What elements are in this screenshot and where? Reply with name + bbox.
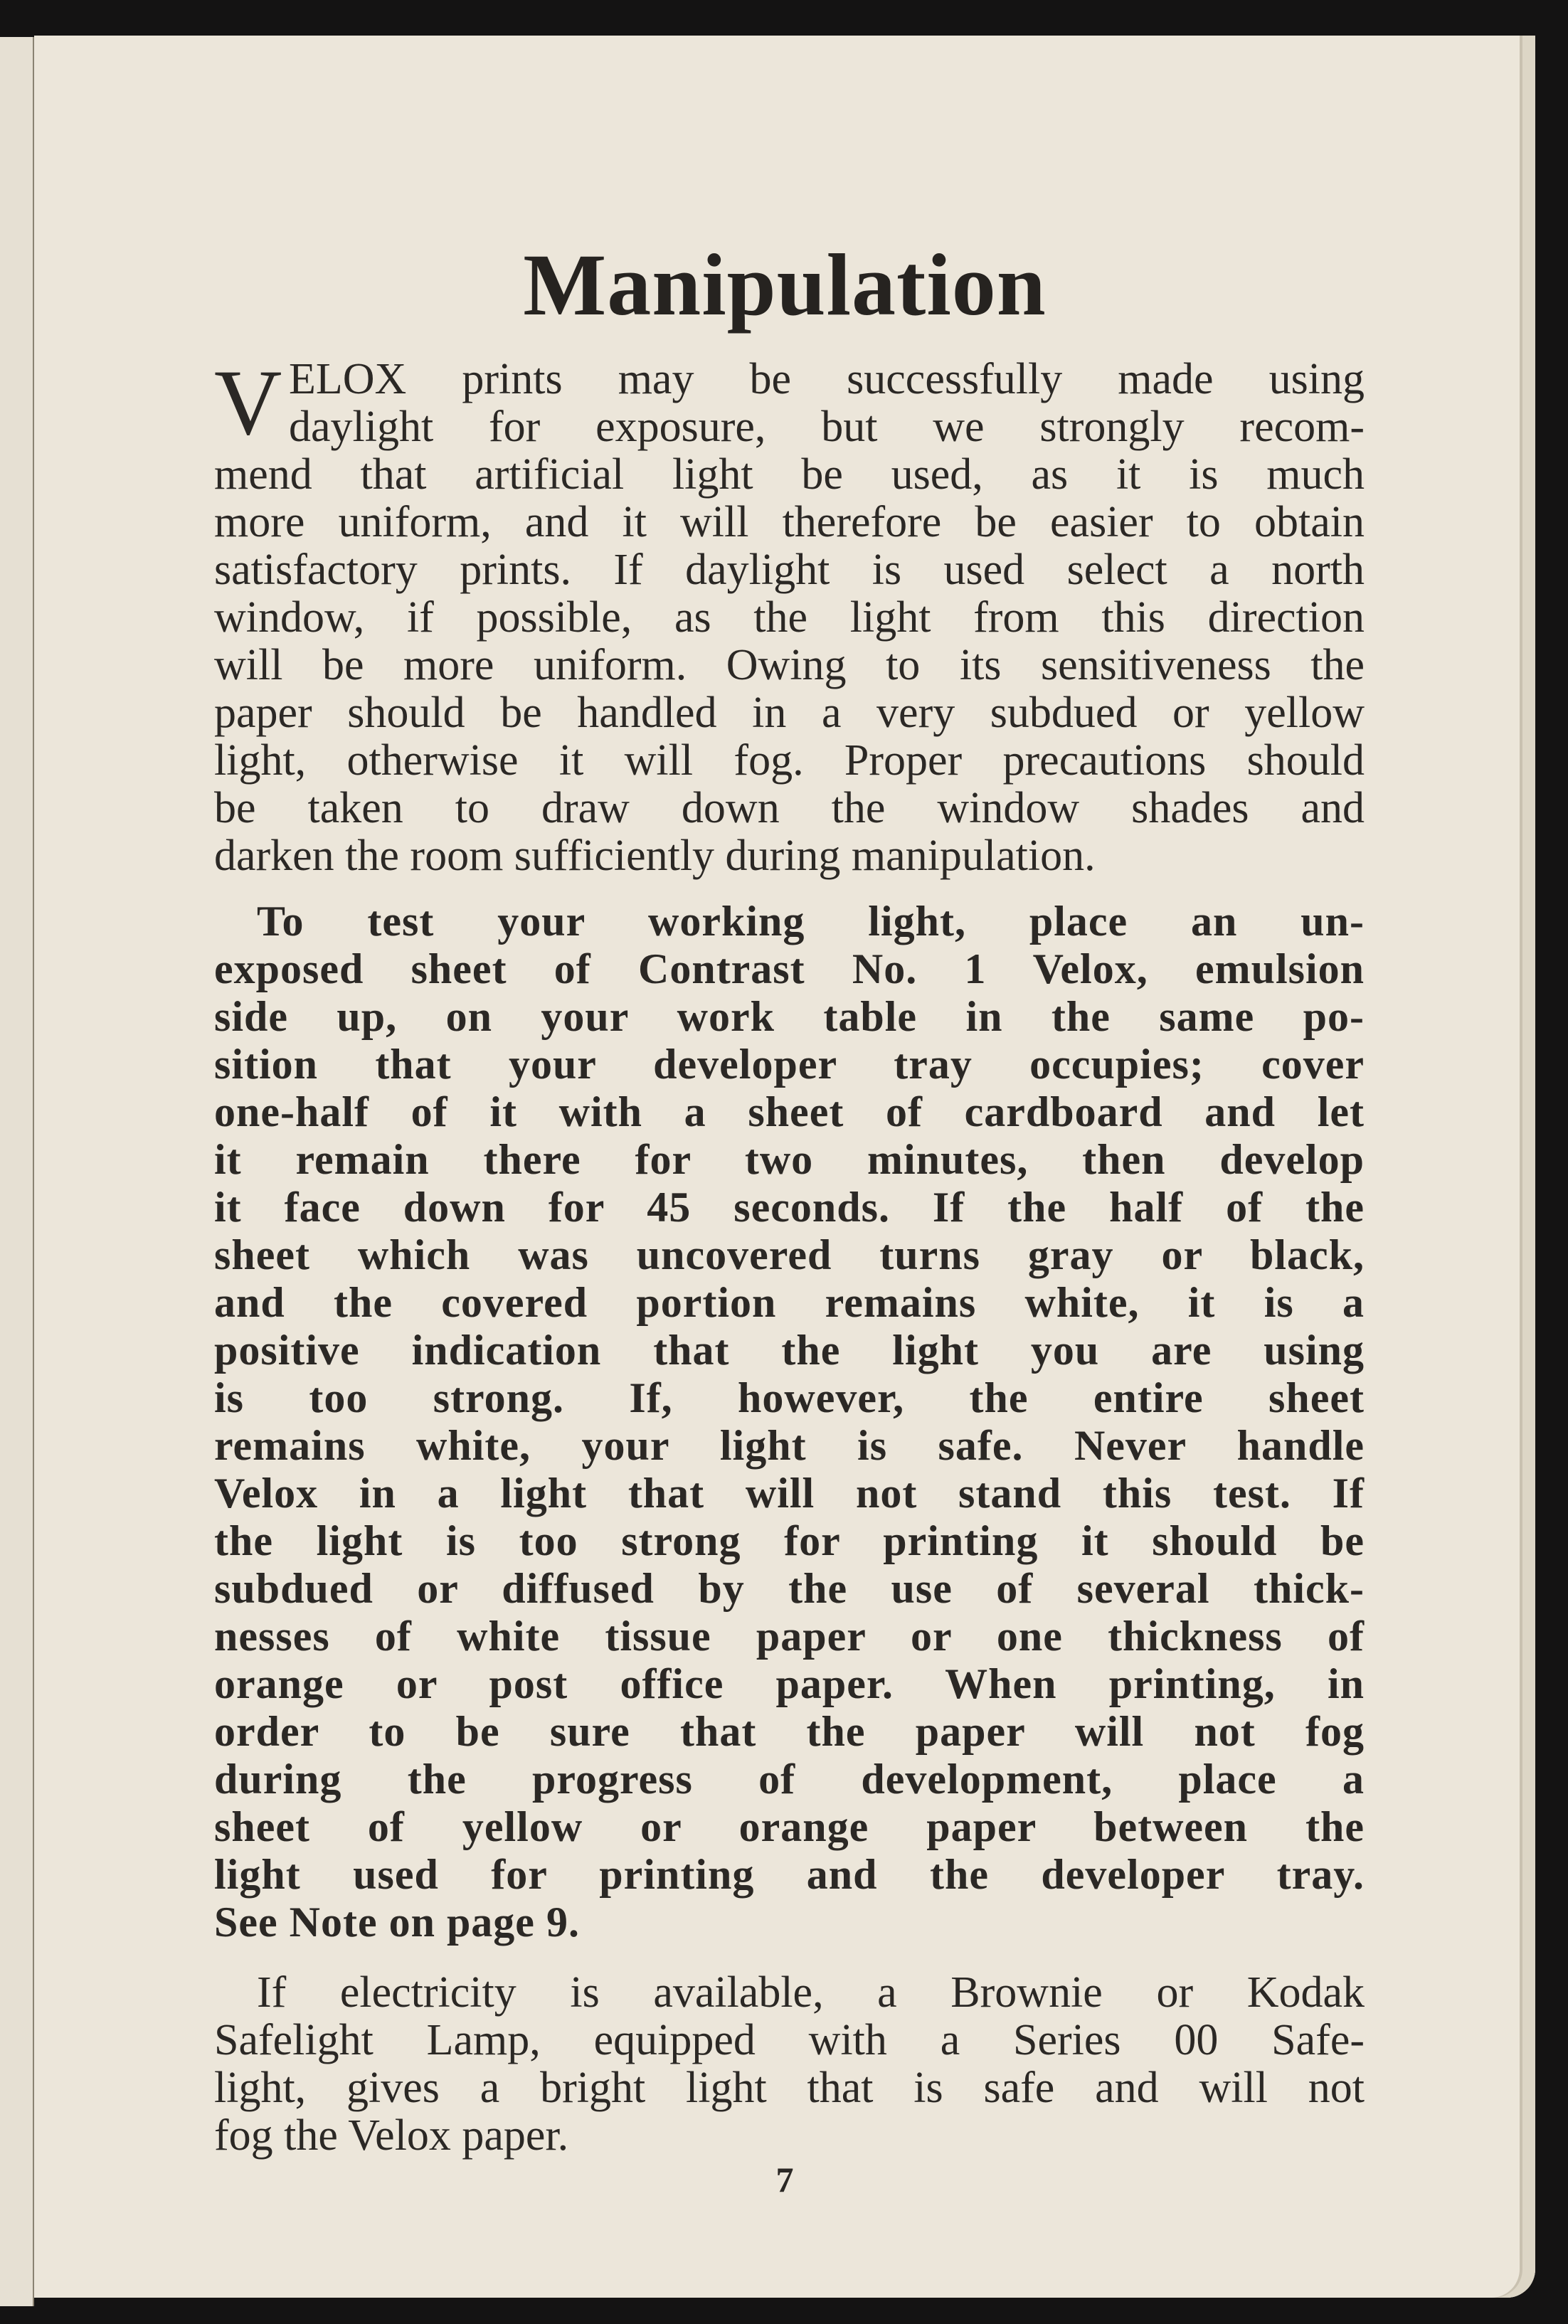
text-line: will be more uniform. Owing to its sensitiveness the (214, 641, 1365, 689)
paragraph-safelight (214, 1969, 1365, 2160)
text-line: To test your working light, place an un- (257, 898, 1365, 945)
text-line: sheet which was uncovered turns gray or black, (214, 1231, 1365, 1278)
text-line: darken the room sufficiently during manipulation. (214, 832, 1096, 880)
page-title: Manipulation (523, 236, 1047, 334)
text-line: and the covered portion remains white, it is a (214, 1279, 1365, 1326)
text-line: Safelight Lamp, equipped with a Series 00 Safe- (214, 2016, 1365, 2064)
text-line: side up, on your work table in the same po- (214, 993, 1365, 1040)
page-number: 7 (775, 2160, 794, 2200)
text-line: window, if possible, as the light from this direction (214, 593, 1365, 642)
text-line: the light is too strong for printing it should be (214, 1517, 1365, 1564)
text-line: it remain there for two minutes, then develop (214, 1136, 1365, 1183)
text-line: remains white, your light is safe. Never handle (214, 1422, 1365, 1469)
text-line: mend that artificial light be used, as it is much (214, 450, 1365, 499)
previous-page-edge (0, 37, 34, 2306)
text-line: sition that your developer tray occupies; cover (214, 1041, 1365, 1088)
text-line: subdued or diffused by the use of several thick- (214, 1565, 1365, 1612)
text-line: ELOX prints may be successfully made using (289, 355, 1365, 403)
text-line: exposed sheet of Contrast No. 1 Velox, emulsion (214, 945, 1365, 992)
text-line: daylight for exposure, but we strongly recom- (289, 403, 1365, 451)
text-line: paper should be handled in a very subdued or yellow (214, 689, 1365, 737)
text-line: more uniform, and it will therefore be easier to obtain (214, 498, 1365, 546)
text-line: See Note on page 9. (214, 1899, 580, 1946)
drop-cap: V (214, 350, 282, 455)
text-line: If electricity is available, a Brownie or Kodak (257, 1968, 1365, 2017)
text-line: be taken to draw down the window shades and (214, 784, 1365, 832)
text-line: positive indication that the light you are using (214, 1327, 1365, 1374)
book-page (34, 36, 1535, 2298)
text-line: Velox in a light that will not stand this test. If (214, 1470, 1365, 1517)
text-line: orange or post office paper. When printing, in (214, 1660, 1365, 1707)
text-line: one-half of it with a sheet of cardboard and let (214, 1088, 1365, 1135)
text-line: it face down for 45 seconds. If the half of the (214, 1184, 1365, 1231)
text-line: during the progress of development, place a (214, 1756, 1365, 1803)
paragraph-intro (214, 350, 1365, 880)
text-line: fog the Velox paper. (214, 2111, 569, 2160)
paragraph-light-test (214, 898, 1365, 1946)
text-line: order to be sure that the paper will not fog (214, 1708, 1365, 1755)
text-line: is too strong. If, however, the entire sheet (214, 1374, 1365, 1421)
text-line: satisfactory prints. If daylight is used select a north (214, 546, 1365, 594)
text-line: nesses of white tissue paper or one thickness of (214, 1613, 1365, 1660)
text-line: light, gives a bright light that is safe and will not (214, 2064, 1365, 2112)
text-line: light used for printing and the developer tray. (214, 1851, 1365, 1898)
text-line: light, otherwise it will fog. Proper precautions should (214, 736, 1365, 785)
text-line: sheet of yellow or orange paper between the (214, 1803, 1365, 1850)
